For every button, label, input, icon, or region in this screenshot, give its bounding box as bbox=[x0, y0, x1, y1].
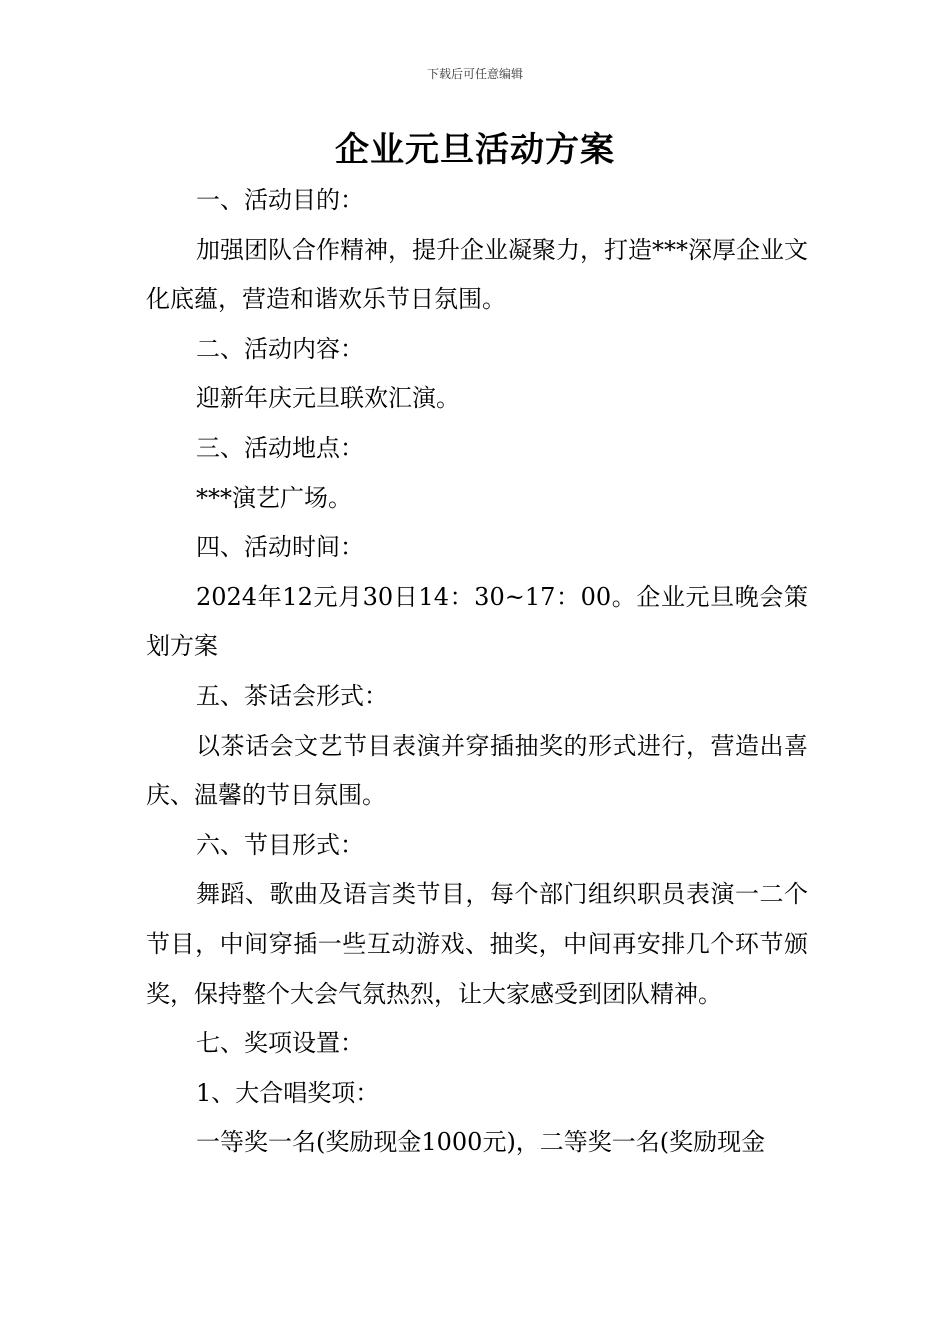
paragraph-location: ***演艺广场。 bbox=[196, 483, 352, 512]
header-note: 下载后可任意编辑 bbox=[426, 67, 523, 81]
paragraph-program: 舞蹈、歌曲及语言类节目，每个部门组织职员表演一二个节目，中间穿插一些互动游戏、抽奖，中间再安排几个环节颁奖，保持整个大会气氛热烈，让大家感受到团队精神。 bbox=[146, 880, 808, 1008]
paragraph-content: 迎新年庆元旦联欢汇演。 bbox=[196, 384, 460, 413]
section-heading-format: 五、茶话会形式： bbox=[196, 681, 388, 710]
section-heading-purpose: 一、活动目的： bbox=[196, 186, 364, 214]
paragraph-format: 以茶话会文艺节目表演并穿插抽奖的形式进行，营造出喜庆、温馨的节日氛围。 bbox=[146, 731, 808, 810]
section-heading-time: 四、活动时间： bbox=[196, 533, 364, 562]
paragraph-chorus-award: 一等奖一名(奖励现金1000元)，二等奖一名(奖励现金 bbox=[196, 1128, 766, 1157]
subheading-chorus-award: 1、大合唱奖项： bbox=[196, 1078, 380, 1107]
paragraph-purpose: 加强团队合作精神，提升企业凝聚力，打造***深厚企业文化底蕴，营造和谐欢乐节日氛围。 bbox=[146, 235, 808, 314]
section-heading-content: 二、活动内容： bbox=[196, 334, 364, 363]
paragraph-time: 2024年12元月30日14：30~17：00。企业元旦晚会策划方案 bbox=[146, 582, 808, 661]
section-heading-location: 三、活动地点： bbox=[196, 433, 364, 462]
document-body bbox=[146, 176, 808, 1168]
section-heading-awards: 七、奖项设置： bbox=[196, 1029, 364, 1058]
section-heading-program: 六、节目形式： bbox=[196, 830, 364, 859]
document-title: 企业元旦活动方案 bbox=[335, 130, 615, 170]
